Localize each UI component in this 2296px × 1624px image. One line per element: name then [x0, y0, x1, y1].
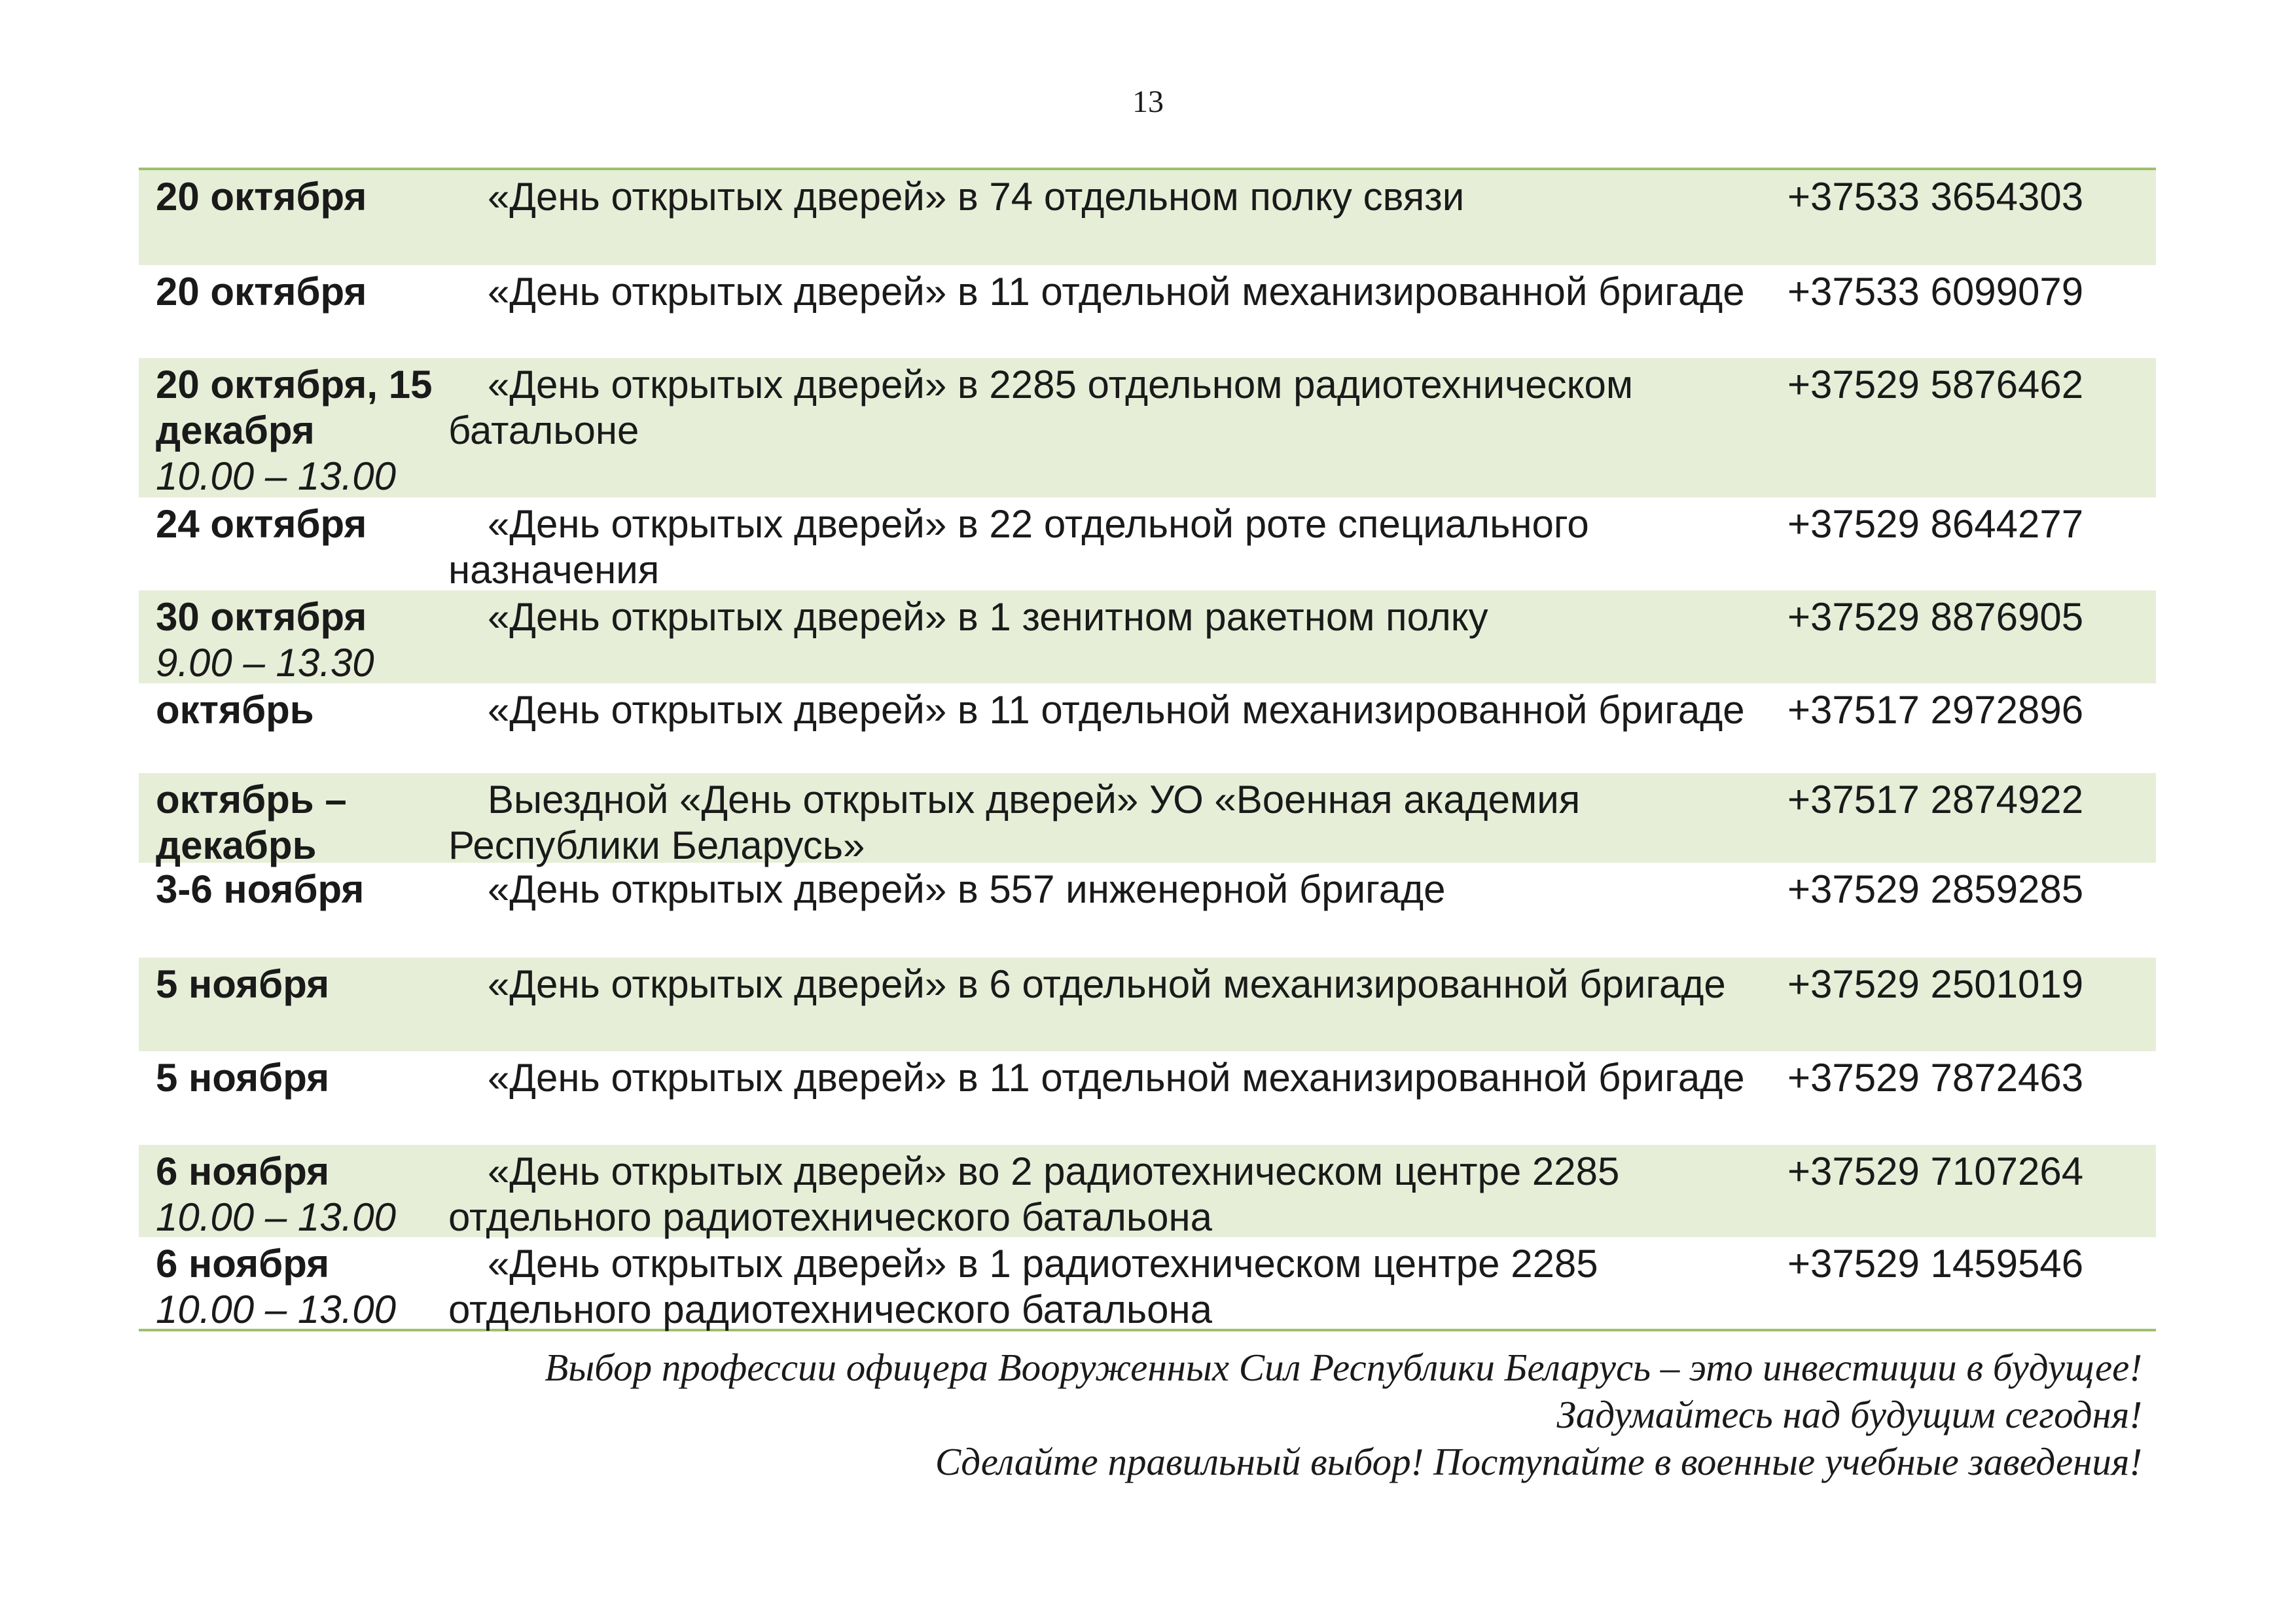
slogan-line-1: Выбор профессии офицера Вооруженных Сил Республики Беларусь – это инвестиции в будущее!	[545, 1346, 2142, 1389]
date-cell	[139, 958, 448, 1051]
contact-phone: +37529 7107264	[1787, 1149, 2084, 1193]
contact-phone: +37517 2874922	[1787, 778, 2084, 821]
description-cell	[448, 1145, 1787, 1237]
description-cell	[448, 773, 1787, 867]
contact-phone: +37517 2972896	[1787, 688, 2084, 732]
event-time: 9.00 – 13.30	[156, 641, 374, 685]
contact-phone: +37529 2501019	[1787, 962, 2084, 1006]
table-row	[139, 1237, 2156, 1329]
event-description: «День открытых дверей» в 6 отдельной механизированной бригаде	[488, 962, 1726, 1006]
description-cell	[448, 1237, 1787, 1329]
table-row	[139, 358, 2156, 497]
event-date: 20 октября	[156, 175, 367, 219]
contact-phone: +37529 8644277	[1787, 502, 2084, 546]
event-description: «День открытых дверей» в 74 отдельном полку связи	[488, 175, 1465, 219]
table-row	[139, 265, 2156, 358]
event-date: 6 ноября	[156, 1242, 330, 1286]
date-cell	[139, 170, 448, 265]
contact-phone: +37533 6099079	[1787, 270, 2084, 314]
description-cell	[448, 590, 1787, 683]
event-time: 10.00 – 13.00	[156, 1288, 397, 1331]
date-cell	[139, 590, 448, 683]
table-row	[139, 497, 2156, 590]
event-description: «День открытых дверей» в 557 инженерной бригаде	[488, 867, 1446, 911]
table-row	[139, 590, 2156, 683]
event-date: 30 октября	[156, 595, 367, 639]
event-description: «День открытых дверей» в 22 отдельной роте специального назначения	[448, 502, 1589, 592]
date-cell	[139, 1051, 448, 1145]
event-date: 5 ноября	[156, 962, 330, 1006]
date-cell	[139, 497, 448, 590]
description-cell	[448, 170, 1787, 265]
contact-phone: +37529 2859285	[1787, 867, 2084, 911]
date-cell	[139, 1145, 448, 1237]
event-date: 24 октября	[156, 502, 367, 546]
description-cell	[448, 497, 1787, 590]
description-cell	[448, 1051, 1787, 1145]
events-schedule-table	[139, 168, 2156, 1331]
event-description: «День открытых дверей» в 1 зенитном ракетном полку	[488, 595, 1488, 639]
event-date: 20 октября	[156, 270, 367, 314]
date-cell	[139, 265, 448, 358]
description-cell	[448, 358, 1787, 497]
slogan-line-2: Задумайтесь над будущим сегодня!	[1556, 1393, 2142, 1436]
description-cell	[448, 958, 1787, 1051]
event-description: «День открытых дверей» в 11 отдельной механизированной бригаде	[488, 1056, 1745, 1100]
table-row	[139, 1145, 2156, 1237]
event-date: 6 ноября	[156, 1149, 330, 1193]
event-description: «День открытых дверей» в 2285 отдельном радиотехническом батальоне	[448, 363, 1634, 452]
date-cell	[139, 773, 448, 867]
event-description: «День открытых дверей» в 11 отдельной механизированной бригаде	[488, 270, 1745, 314]
description-cell	[448, 683, 1787, 773]
table-row	[139, 958, 2156, 1051]
closing-slogan	[545, 1344, 2142, 1485]
table-row	[139, 683, 2156, 773]
description-cell	[448, 863, 1787, 958]
event-date: октябрь	[156, 688, 314, 732]
table-row	[139, 170, 2156, 265]
date-cell	[139, 1237, 448, 1329]
table-row	[139, 1051, 2156, 1145]
event-time: 10.00 – 13.00	[156, 454, 397, 498]
contact-phone: +37529 7872463	[1787, 1056, 2084, 1100]
table-row	[139, 773, 2156, 867]
event-date: 20 октября, 15 декабря	[156, 363, 433, 452]
contact-phone: +37529 1459546	[1787, 1242, 2084, 1286]
date-cell	[139, 683, 448, 773]
event-description: «День открытых дверей» в 1 радиотехническом центре 2285 отдельного радиотехнического батальона	[448, 1242, 1598, 1331]
event-description: Выездной «День открытых дверей» УО «Военная академия Республики Беларусь»	[448, 778, 1581, 867]
table-row	[139, 863, 2156, 958]
contact-phone: +37529 5876462	[1787, 363, 2084, 406]
event-date: 5 ноября	[156, 1056, 330, 1100]
event-date: октябрь – декабрь	[156, 778, 347, 867]
description-cell	[448, 265, 1787, 358]
event-date: 3-6 ноября	[156, 867, 365, 911]
date-cell	[139, 358, 448, 497]
slogan-line-3: Сделайте правильный выбор! Поступайте в военные учебные заведения!	[935, 1440, 2142, 1483]
event-time: 10.00 – 13.00	[156, 1195, 397, 1239]
page-number: 13	[1132, 84, 1164, 119]
contact-phone: +37533 3654303	[1787, 175, 2084, 219]
contact-phone: +37529 8876905	[1787, 595, 2084, 639]
event-description: «День открытых дверей» во 2 радиотехническом центре 2285 отдельного радиотехнического батальона	[448, 1149, 1620, 1239]
event-description: «День открытых дверей» в 11 отдельной механизированной бригаде	[488, 688, 1745, 732]
date-cell	[139, 863, 448, 958]
